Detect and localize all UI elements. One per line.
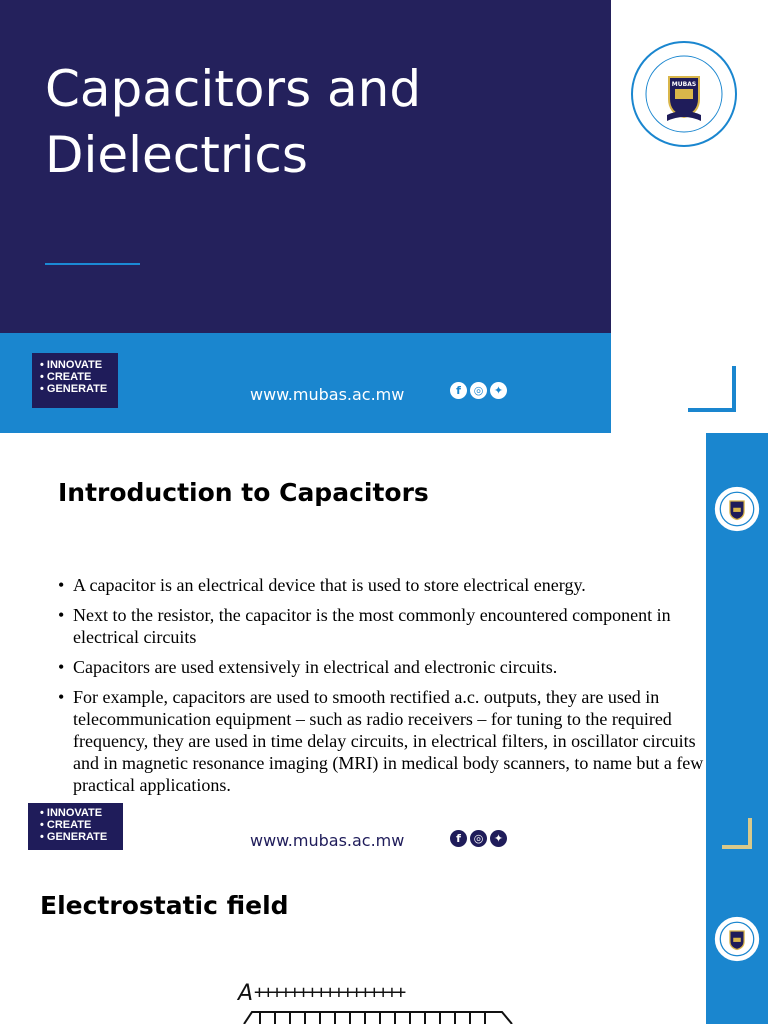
motto-badge [32, 353, 118, 408]
instagram-icon[interactable]: ◎ [470, 830, 487, 847]
university-logo [714, 916, 760, 962]
motto-innovate: • INNOVATE [40, 359, 103, 371]
motto-generate: • GENERATE [40, 831, 108, 843]
slide-title: Introduction to Capacitors [58, 478, 429, 507]
facebook-icon[interactable]: f [450, 382, 467, 399]
positive-charges: +++++++++++++++++ [254, 982, 405, 1003]
bullet-item: • Next to the resistor, the capacitor is the most commonly encountered component in electrical circuits [58, 604, 706, 648]
slide-title: Capacitors and Dielectrics [45, 60, 422, 184]
title-underline [45, 263, 140, 265]
bullet-list [58, 574, 706, 804]
bullet-item: • A capacitor is an electrical device that is used to store electrical energy. [58, 574, 706, 596]
instagram-icon[interactable]: ◎ [470, 382, 487, 399]
facebook-icon[interactable]: f [450, 830, 467, 847]
svg-text:MUBAS: MUBAS [671, 81, 697, 88]
university-logo [629, 39, 739, 149]
bullet-item: • For example, capacitors are used to smooth rectified a.c. outputs, they are used in telecommunication equipment – such as radio receivers – for tuning to the required frequency, they are used in time delay circuits, in electrical filters, in oscillator circuits and in magnetic resonance imaging (MRI) in medical body scanners, to name but a few practical applications. [58, 686, 706, 796]
motto-generate: • GENERATE [40, 383, 108, 395]
bullet-item: • Capacitors are used extensively in electrical and electronic circuits. [58, 656, 706, 678]
social-icons [450, 382, 507, 399]
twitter-icon[interactable]: ✦ [490, 382, 507, 399]
capacitor-plate-figure [230, 970, 530, 1024]
university-logo [714, 486, 760, 532]
slide-title: Electrostatic field [40, 891, 289, 920]
motto-badge [28, 803, 123, 850]
corner-bracket [722, 818, 752, 849]
corner-bracket [688, 366, 736, 412]
website-url[interactable]: www.mubas.ac.mw [250, 385, 405, 404]
motto-innovate: • INNOVATE [40, 807, 103, 819]
social-icons [450, 830, 507, 847]
website-url[interactable]: www.mubas.ac.mw [250, 831, 405, 850]
plate-label: A [238, 981, 254, 1006]
motto-create: • CREATE [40, 819, 92, 831]
twitter-icon[interactable]: ✦ [490, 830, 507, 847]
motto-create: • CREATE [40, 371, 92, 383]
